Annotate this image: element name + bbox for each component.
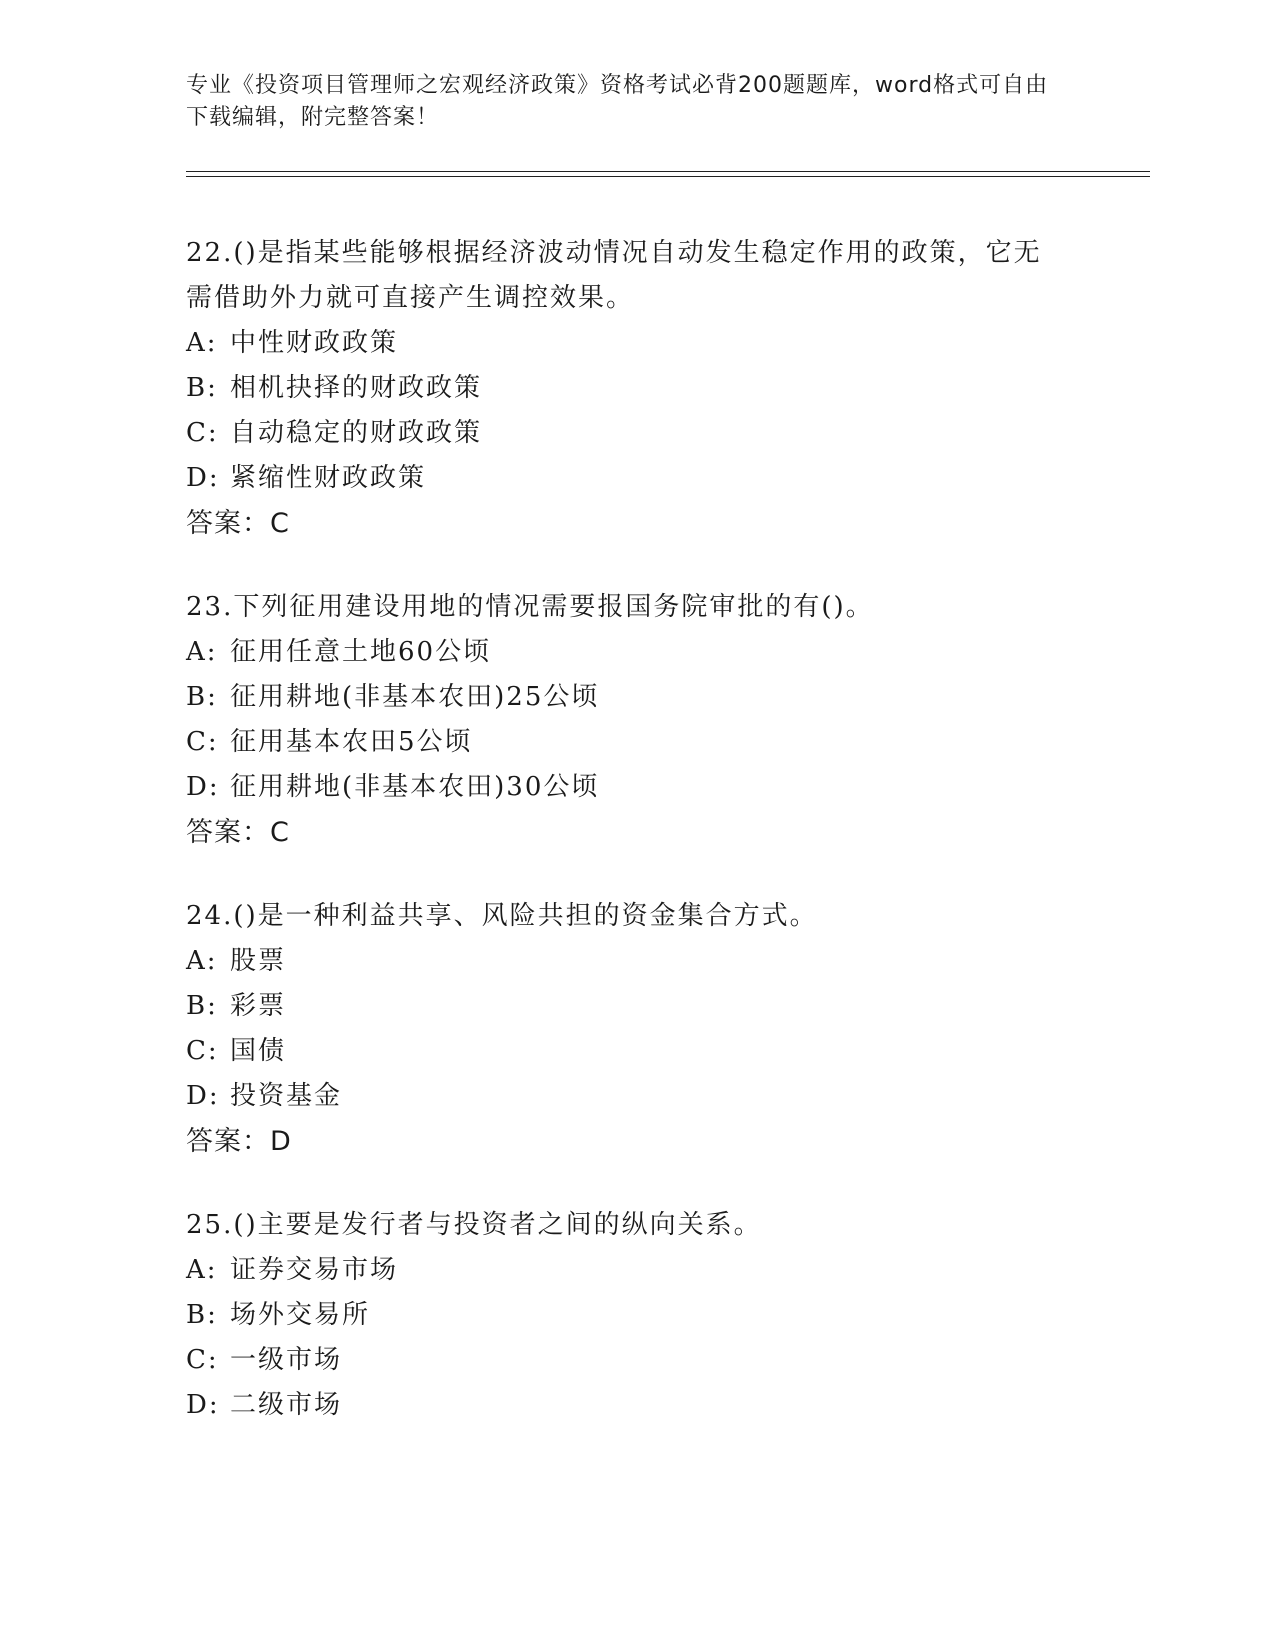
answer-line: 答案：C <box>186 817 290 848</box>
option-d <box>186 765 1146 810</box>
option-d <box>186 1074 1146 1119</box>
question-22 <box>186 231 1146 547</box>
option-c <box>186 1029 1146 1074</box>
option-letter: A: <box>186 1255 218 1285</box>
double-rule-divider <box>186 171 1150 177</box>
option-text: 相机抉择的财政政策 <box>230 373 483 403</box>
question-list <box>186 231 1146 1428</box>
option-letter: D: <box>186 463 220 493</box>
option-letter: A: <box>186 946 218 976</box>
option-letter: D: <box>186 1390 220 1420</box>
question-stem: 25.()主要是发行者与投资者之间的纵向关系。 <box>186 1210 762 1240</box>
option-c <box>186 411 1146 456</box>
option-text: 中性财政政策 <box>230 328 399 358</box>
option-text: 征用耕地(非基本农田)25公顷 <box>230 682 600 712</box>
option-text: 证券交易市场 <box>230 1255 399 1285</box>
option-letter: C: <box>186 1036 219 1066</box>
question-stem: 24.()是一种利益共享、风险共担的资金集合方式。 <box>186 901 818 931</box>
document-title: 专业《投资项目管理师之宏观经济政策》资格考试必背200题题库，word格式可自由下载编辑，附完整答案！ <box>186 73 1049 130</box>
document-page <box>186 70 1146 1466</box>
option-c <box>186 720 1146 765</box>
option-d <box>186 1383 1146 1428</box>
option-text: 一级市场 <box>230 1345 343 1375</box>
option-a <box>186 939 1146 984</box>
question-23 <box>186 585 1146 856</box>
option-text: 紧缩性财政政策 <box>230 463 427 493</box>
option-letter: D: <box>186 1081 220 1111</box>
option-letter: B: <box>186 682 218 712</box>
question-stem: 23.下列征用建设用地的情况需要报国务院审批的有()。 <box>186 592 874 622</box>
option-letter: B: <box>186 991 218 1021</box>
option-text: 征用耕地(非基本农田)30公顷 <box>230 772 600 802</box>
question-stem: 22.()是指某些能够根据经济波动情况自动发生稳定作用的政策，它无需借助外力就可直接产生调控效果。 <box>186 238 1042 313</box>
option-c <box>186 1338 1146 1383</box>
option-a <box>186 321 1146 366</box>
option-letter: C: <box>186 1345 219 1375</box>
option-a <box>186 630 1146 675</box>
option-letter: C: <box>186 418 219 448</box>
option-letter: A: <box>186 637 218 667</box>
option-text: 股票 <box>230 946 287 976</box>
question-24 <box>186 894 1146 1165</box>
option-text: 征用任意土地60公顷 <box>230 637 492 667</box>
option-text: 投资基金 <box>230 1081 343 1111</box>
option-text: 彩票 <box>230 991 287 1021</box>
option-b <box>186 984 1146 1029</box>
option-text: 征用基本农田5公顷 <box>230 727 473 757</box>
option-text: 自动稳定的财政政策 <box>230 418 483 448</box>
answer-line: 答案：D <box>186 1126 292 1157</box>
option-d <box>186 456 1146 501</box>
question-25 <box>186 1203 1146 1428</box>
option-letter: D: <box>186 772 220 802</box>
option-text: 国债 <box>230 1036 287 1066</box>
option-letter: B: <box>186 373 218 403</box>
option-text: 场外交易所 <box>230 1300 371 1330</box>
option-b <box>186 366 1146 411</box>
option-letter: A: <box>186 328 218 358</box>
option-b <box>186 675 1146 720</box>
option-b <box>186 1293 1146 1338</box>
option-letter: C: <box>186 727 219 757</box>
option-letter: B: <box>186 1300 218 1330</box>
option-a <box>186 1248 1146 1293</box>
option-text: 二级市场 <box>230 1390 343 1420</box>
answer-line: 答案：C <box>186 508 290 539</box>
